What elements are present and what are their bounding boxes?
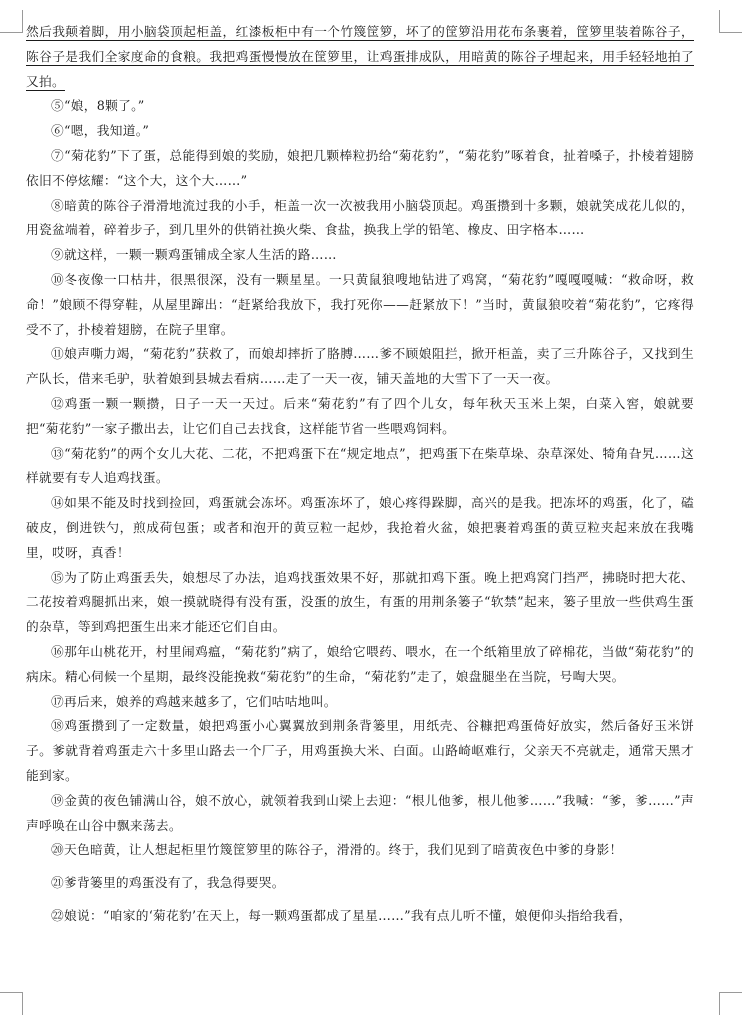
crop-mark-bottom-left bbox=[0, 992, 23, 1015]
paragraph-8: ⑧暗黄的陈谷子滑滑地流过我的小手，柜盖一次一次被我用小脑袋顶起。鸡蛋攒到十多颗，娘就笑成花儿似的，用瓷盆端着，碎着步子，到几里外的供销社换火柴、食盐，换我上学的铅笔、橡皮、田字格本…… bbox=[26, 197, 694, 238]
crop-mark-top-left bbox=[0, 10, 23, 33]
paragraph-17: ⑰再后来，娘养的鸡越来越多了，它们咕咕地叫。 bbox=[51, 693, 337, 709]
crop-mark-top-right bbox=[719, 10, 742, 33]
paragraph-15: ⑮为了防止鸡蛋丢失，娘想尽了办法，追鸡找蛋效果不好，那就扣鸡下蛋。晚上把鸡窝门挡严，拂晓时把大花、二花按着鸡腿抓出来，娘一摸就晓得有没有蛋，没蛋的放生，有蛋的用荆条篓子“软禁”起来，篓子里放一些供鸡生蛋的杂草，等到鸡把蛋生出来才能还它们自由。 bbox=[26, 569, 694, 635]
paragraph-20: ⑳天色暗黄，让人想起柜里竹篾筐箩里的陈谷子，滑滑的。终于，我们见到了暗黄夜色中爹的身影！ bbox=[51, 842, 623, 858]
paragraph-9: ⑨就这样，一颗一颗鸡蛋铺成全家人生活的路…… bbox=[51, 247, 337, 263]
paragraph-22: ㉒娘说：“咱家的‘菊花豹’在天上，每一颗鸡蛋都成了星星……”我有点儿听不懂，娘便仰头指给我看， bbox=[51, 907, 632, 923]
paragraph-continuation: 然后我颠着脚，用小脑袋顶起柜盖，红漆板柜中有一个竹篾筐箩，坏了的筐箩沿用花布条裹着，筐箩里装着陈谷子，陈谷子是我们全家度命的食粮。我把鸡蛋慢慢放在筐箩里，让鸡蛋排成队，用暗黄的陈谷子埋起来，用手轻轻地拍了又拍。 bbox=[26, 24, 694, 89]
paragraph-18: ⑱鸡蛋攒到了一定数量，娘把鸡蛋小心翼翼放到荆条背篓里，用纸壳、谷糠把鸡蛋倚好放实，然后备好玉米饼子。爹就背着鸡蛋走六十多里山路去一个厂子，用鸡蛋换大米、白面。山路崎岖难行，父亲天不亮就走，通常天黑才能到家。 bbox=[26, 718, 694, 783]
paragraph-12: ⑫鸡蛋一颗一颗攒，日子一天一天过。后来“菊花豹”有了四个儿女，每年秋天玉米上架，白菜入窖，娘就要把“菊花豹”一家子撒出去，让它们自己去找食，这样能节省一些喂鸡饲料。 bbox=[26, 395, 694, 436]
paragraph-14: ⑭如果不能及时找到捡回，鸡蛋就会冻坏。鸡蛋冻坏了，娘心疼得跺脚，高兴的是我。把冻坏的鸡蛋，化了，磕破皮，倒进铁勺，煎成荷包蛋；或者和泡开的黄豆粒一起炒，我抢着火盆，娘把裹着鸡蛋的黄豆粒夹起来放在我嘴里，哎呀，真香！ bbox=[26, 495, 694, 560]
crop-mark-bottom-right bbox=[719, 992, 742, 1015]
paragraph-6: ⑥“嗯，我知道。” bbox=[51, 123, 150, 139]
paragraph-10: ⑩冬夜像一口枯井，很黑很深，没有一颗星星。一只黄鼠狼嗖地钻进了鸡窝，“菊花豹”嘎嘎嘎喊：“救命呀，救命！”娘顾不得穿鞋，从屋里蹿出：“赶紧给我放下，我打死你——赶紧放下！”当时，黄鼠狼咬着“菊花豹”，它疼得受不了，扑棱着翅膀，在院子里窜。 bbox=[26, 271, 694, 337]
paragraph-11: ⑪娘声嘶力竭，“菊花豹”获救了，而娘却摔折了胳膊……爹不顾娘阻拦，掀开柜盖，卖了三升陈谷子，又找到生产队长，借来毛驴，驮着娘到县城去看病……走了一天一夜，铺天盖地的大雪下了一天一夜。 bbox=[26, 346, 694, 387]
paragraph-16: ⑯那年山桃花开，村里闹鸡瘟，“菊花豹”病了，娘给它喂药、喂水，在一个纸箱里放了碎棉花，当做“菊花豹”的病床。精心伺候一个星期，最终没能挽救“菊花豹”的生命，“菊花豹”走了，娘盘腿坐在当院，号啕大哭。 bbox=[26, 643, 694, 684]
document-body bbox=[26, 20, 694, 929]
paragraph-13: ⑬“菊花豹”的两个女儿大花、二花，不把鸡蛋下在“规定地点”，把鸡蛋下在柴草垛、杂草深处、犄角旮旯……这样就要有专人追鸡找蛋。 bbox=[26, 445, 694, 486]
paragraph-7: ⑦“菊花豹”下了蛋，总能得到娘的奖励，娘把几颗棒粒扔给“菊花豹”，“菊花豹”啄着食，扯着嗓子，扑棱着翅膀依旧不停炫耀：“这个大，这个大……” bbox=[26, 147, 694, 188]
paragraph-5: ⑤“娘，8颗了。” bbox=[51, 98, 145, 114]
paragraph-21: ㉑爹背篓里的鸡蛋没有了，我急得要哭。 bbox=[51, 875, 285, 891]
paragraph-19: ⑲金黄的夜色铺满山谷，娘不放心，就领着我到山梁上去迎：“根儿他爹，根儿他爹……”我喊：“爹，爹……”声声呼唤在山谷中飘来荡去。 bbox=[26, 792, 694, 833]
